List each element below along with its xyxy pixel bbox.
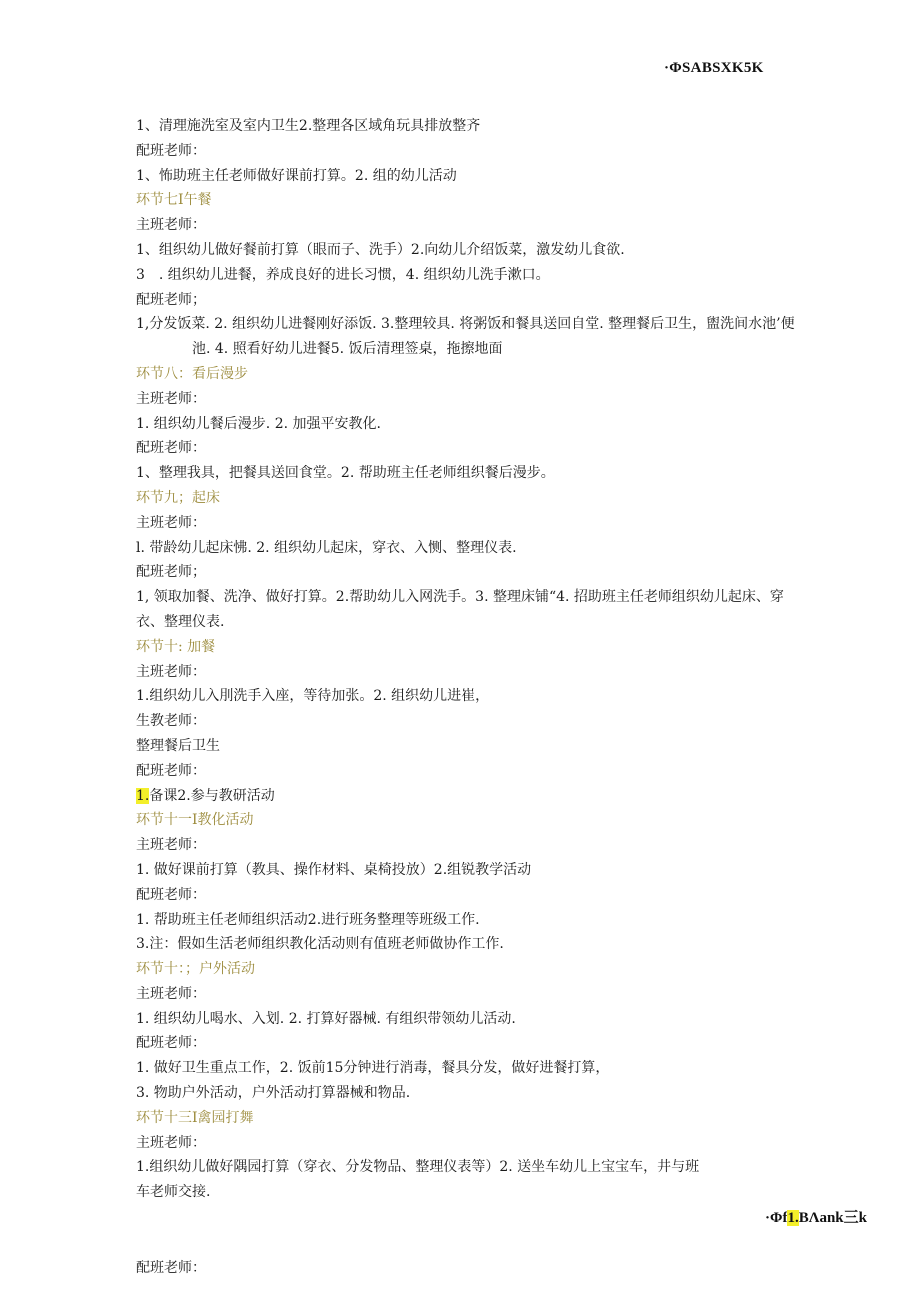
highlighted-text: 1. (136, 787, 150, 804)
role-label: 生教老师： (136, 713, 206, 730)
text-line: 整理餐后卫生 (136, 737, 220, 754)
text-line: 1. 做好课前打算（教具、操作材料、桌椅投放）2.组锐教学活动 (136, 861, 532, 878)
text-line: 1. 组织幼儿喝水、入划. 2. 打算好器械. 有组织带领幼儿活动. (136, 1010, 516, 1027)
text-line-continued: 衣、整理仪表. (136, 613, 225, 630)
text-line: 1,分发饭菜. 2. 组织幼儿进餐刚好添饭. 3.整理较具. 将粥饭和餐具送回自堂. 整理餐后卫生，盥洗间水池’便 (136, 316, 795, 333)
text-line-continued: 车老师交接. (136, 1184, 211, 1201)
text-line: 3. 物助户外活动，户外活动打算器械和物品. (136, 1085, 411, 1102)
footer-code-suffix: BΛank三k (798, 1210, 867, 1226)
text-line: 3 . 组织幼儿进餐，养成良好的进长习惯，4. 组织幼儿洗手漱口。 (136, 266, 550, 283)
role-label: 配班老师： (136, 762, 206, 779)
footer-code-highlight: 1. (787, 1210, 799, 1226)
text-line: 1. 帮助班主任老师组织活动2.进行班务整理等班级工作. (136, 911, 480, 928)
text-fragment: 备课2.参与教研活动 (149, 787, 275, 804)
role-label: 主班老师： (136, 514, 206, 531)
text-line: 1, 领取加餐、洗净、做好打算。2.帮助幼儿入网洗手。3. 整理床铺“4. 招助班主任老师组织幼儿起床、穿 (136, 589, 784, 606)
role-label: 主班老师： (136, 1134, 206, 1151)
text-line: 1.组织幼儿做好隅园打算（穿衣、分发物品、整理仪表等）2. 送坐车幼儿上宝宝车，井与班 (136, 1159, 700, 1176)
section-title-snack: 环节十: 加餐 (136, 638, 216, 655)
text-line: l. 带龄幼儿起床怫. 2. 组织幼儿起床，穿衣、入恻、整理仪表. (136, 539, 517, 556)
section-title-departure: 环节十三I禽园打舞 (136, 1109, 254, 1126)
role-label-bottom: 配班老师： (136, 1260, 206, 1276)
footer-code-prefix: ·Φf (765, 1210, 788, 1226)
section-title-walk: 环节八：看后漫步 (136, 365, 248, 382)
footer-code (765, 1206, 867, 1227)
section-title-teaching: 环节十一I教化活动 (136, 812, 254, 829)
role-label: 主班老师： (136, 390, 206, 407)
role-label: 配班老师： (136, 440, 206, 457)
text-line-continued: 池. 4. 照看好幼儿进餐5. 饭后清理签桌，拖擦地面 (192, 341, 503, 358)
text-line: 1.组织幼儿入刖洗手入座，等待加张。2. 组织幼儿进崔， (136, 688, 490, 705)
role-label: 配班老师； (136, 291, 206, 308)
text-line: 1、清理施洗室及室内卫生2.整理各区域角玩具排放整齐 (136, 118, 481, 134)
role-label: 主班老师： (136, 985, 206, 1002)
text-line (136, 784, 856, 809)
document-body (136, 114, 856, 1205)
role-label: 配班老师： (136, 142, 206, 159)
role-label: 配班老师： (136, 1035, 206, 1052)
section-title-outdoor: 环节十：；户外活动 (136, 961, 255, 978)
text-line: 1、怖助班主任老师做好课前打算。2. 组的幼儿活动 (136, 167, 457, 184)
text-line: 3.注：假如生活老师组织教化活动则有值班老师做协作工作. (136, 936, 504, 953)
text-line: 1. 做好卫生重点工作，2. 饭前15分钟进行消毒，餐具分发，做好进餐打算， (136, 1060, 610, 1077)
text-line: 1. 组织幼儿餐后漫步. 2. 加强平安教化. (136, 415, 381, 432)
section-title-lunch: 环节七I午餐 (136, 192, 212, 209)
role-label: 主班老师： (136, 837, 206, 854)
role-label: 配班老师； (136, 564, 206, 581)
text-line: 1、组织幼儿做好餐前打算（眼而子、洗手）2.向幼儿介绍饭菜，激发幼儿食欲. (136, 241, 625, 258)
text-line: 1、整理我具，把餐具送回食堂。2. 帮助班主任老师组织餐后漫步。 (136, 465, 555, 482)
role-label: 主班老师： (136, 663, 206, 680)
header-code: ·ΦSABSXK5K (664, 60, 764, 76)
section-title-wakeup: 环节九；起床 (136, 489, 220, 506)
role-label: 配班老师： (136, 886, 206, 903)
role-label: 主班老师： (136, 217, 206, 234)
